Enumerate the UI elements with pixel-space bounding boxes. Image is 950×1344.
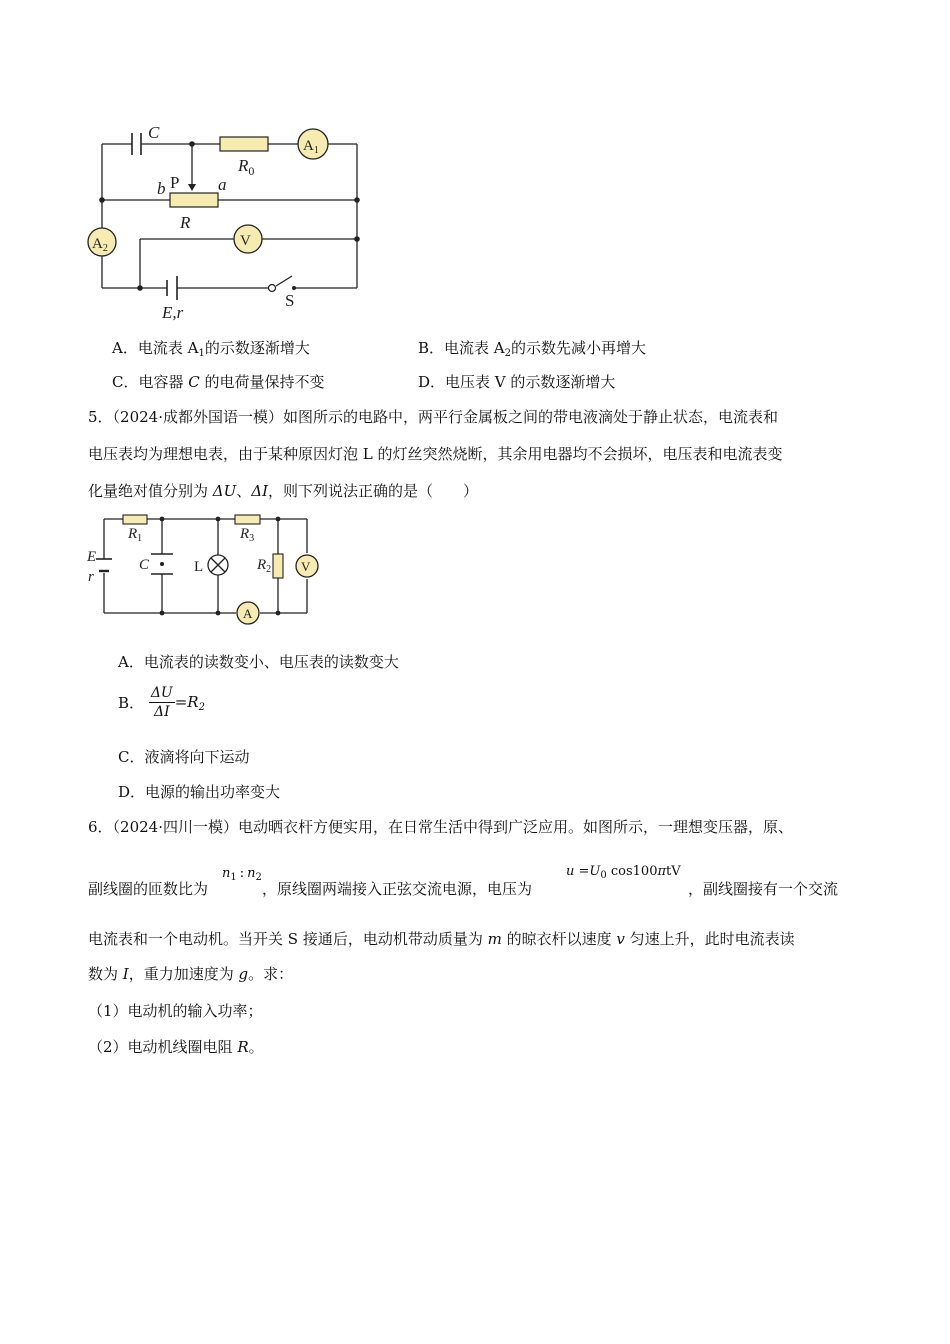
label-er: E,r — [162, 303, 184, 322]
label-p: P — [170, 173, 180, 192]
rheostat-r — [170, 193, 218, 207]
label-r2: $R_2$ — [257, 557, 272, 575]
q6-line4: 数为 I，重力加速度为 g。求： — [88, 965, 294, 983]
q6-subquestion-2: （2）电动机线圈电阻 R。 — [88, 1038, 264, 1056]
label-a1: $A_1$ — [303, 138, 319, 156]
label-s: S — [285, 291, 295, 310]
resistor-r3 — [235, 515, 260, 524]
q5-option-c: C．液滴将向下运动 — [118, 748, 250, 766]
label-r0: $R_0$ — [238, 156, 255, 178]
circuit-figure-q4 — [0, 0, 420, 330]
formula-turns-ratio: $n_1$ : $n_2$ — [222, 866, 262, 883]
formula-voltage: $u =U_0$ cos100πtV — [566, 864, 681, 881]
q6-source: （2024·四川一模） — [112, 818, 238, 836]
resistor-r2 — [273, 554, 283, 578]
label-c: C — [148, 123, 160, 142]
resistor-r0 — [220, 137, 268, 151]
q4-option-b: B．电流表 $A_2$的示数先减小再增大 — [418, 339, 647, 359]
label-r3: $R_3$ — [240, 526, 255, 544]
q5-option-d: D．电源的输出功率变大 — [118, 783, 281, 801]
q5-line2: 电压表均为理想电表，由于某种原因灯泡 L 的灯丝突然烧断，其余用电器均不会损坏，电压表和电流表变 — [88, 445, 783, 463]
q5-line1: 5．（2024·成都外国语一模）如图所示的电路中，两平行金属板之间的带电液滴处于静止状态，电流表和 — [88, 408, 779, 426]
label-b: b — [157, 179, 166, 198]
q4-option-c: C．电容器 C 的电荷量保持不变 — [112, 373, 325, 391]
q6-subquestion-1: （1）电动机的输入功率； — [88, 1002, 263, 1020]
label-l: L — [194, 559, 204, 575]
q5-line3: 化量绝对值分别为 ΔU、ΔI，则下列说法正确的是（ ） — [88, 482, 479, 500]
q4-option-a: A．电流表 $A_1$的示数逐渐增大 — [112, 339, 310, 359]
label-v: V — [240, 233, 251, 249]
label-r: R — [180, 213, 191, 232]
q6-line2-mid: ，原线圈两端接入正弦交流电源，电压为 — [262, 880, 533, 898]
label-r-internal: r — [88, 569, 94, 585]
label-a: a — [218, 175, 227, 194]
label-v: V — [301, 559, 311, 574]
q5-number: 5． — [88, 408, 113, 426]
fraction-du-di: $\frac{\Delta U}{\Delta I}$ — [150, 685, 173, 720]
label-a2: $A_2$ — [92, 236, 108, 254]
q5-option-b: B． $\frac{\Delta U}{\Delta I}$ $=R_2$ — [118, 685, 205, 720]
resistor-r1 — [123, 515, 147, 524]
q6-line2-post: ，副线圈接有一个交流 — [688, 880, 839, 898]
q5-option-a: A．电流表的读数变小、电压表的读数变大 — [118, 653, 399, 671]
label-c: C — [139, 557, 150, 573]
q6-number: 6． — [88, 818, 113, 836]
label-a: A — [243, 606, 253, 621]
q6-line1: 6．（2024·四川一模）电动晒衣杆方便实用，在日常生活中得到广泛应用。如图所示，一理想变压器，原、 — [88, 818, 794, 836]
q4-option-d: D．电压表 V 的示数逐渐增大 — [418, 373, 616, 391]
label-e: E — [87, 549, 97, 565]
label-r1: $R_1$ — [128, 526, 143, 544]
q5-source: （2024·成都外国语一模） — [112, 408, 283, 426]
q6-line2: 副线圈的匝数比为 — [88, 880, 209, 898]
q6-line3: 电流表和一个电动机。当开关 S 接通后，电动机带动质量为 m 的晾衣杆以速度 v 匀速上升，此时电流表读 — [88, 930, 795, 948]
circuit-figure-q5 — [0, 505, 340, 630]
